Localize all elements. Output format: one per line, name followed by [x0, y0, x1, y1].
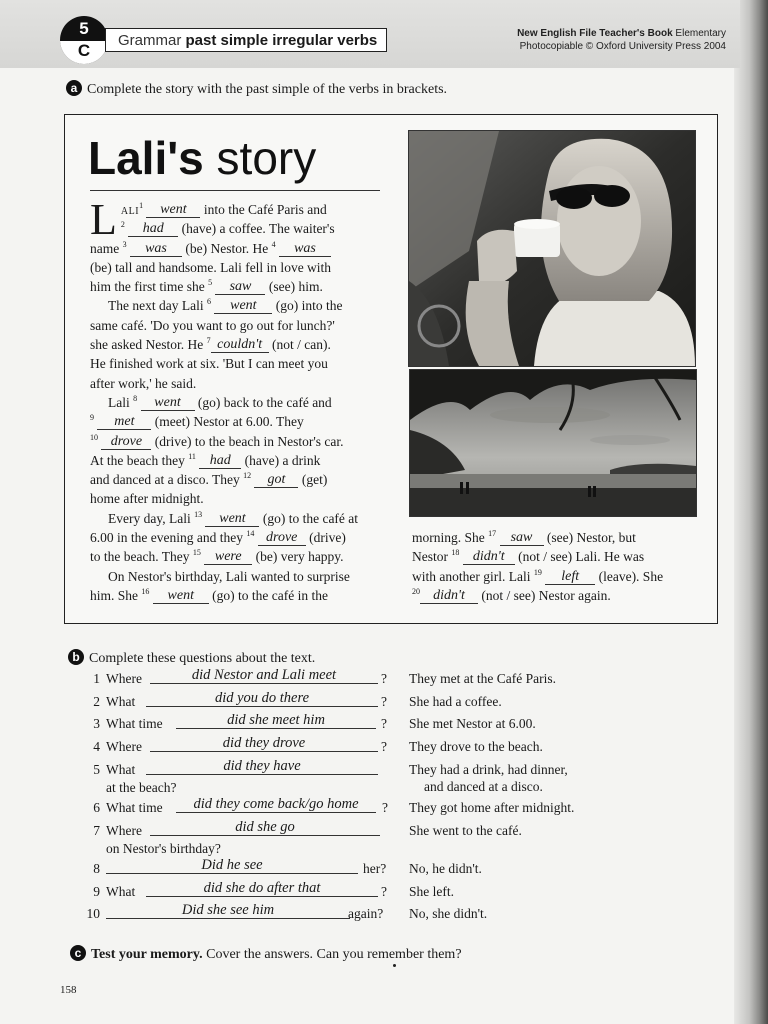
question-prefix: Where [106, 671, 142, 686]
question-reply: She left. [409, 884, 454, 899]
story-line: Nestor $^{18}$ didn't (not / see) Lali. He was [412, 548, 645, 565]
answer-1: went [146, 201, 200, 218]
question-reply: They met at the Café Paris. [409, 671, 556, 686]
story-line: On Nestor's birthday, Lali wanted to surprise [108, 568, 350, 584]
answer-3: was [130, 240, 182, 257]
question-reply: She had a coffee. [409, 694, 502, 709]
question-number: 2 [93, 694, 100, 709]
section-title: past simple irregular verbs [185, 32, 378, 49]
question-prefix: What [106, 884, 136, 899]
story-line: He finished work at six. 'But I can meet you [90, 356, 328, 372]
story-left-column [90, 195, 390, 605]
question-number: 6 [93, 800, 100, 815]
question-prefix: What [106, 694, 136, 709]
unit-letter: C [77, 41, 91, 60]
question-continuation: on Nestor's birthday? [106, 841, 221, 856]
answer-16: went [153, 587, 209, 604]
question-reply: No, he didn't. [409, 861, 482, 876]
answer-7: couldn't [211, 336, 269, 353]
story-line: and danced at a disco. They $^{12}$ got (get) [90, 471, 328, 488]
question-prefix: Where [106, 739, 142, 754]
answer-17: saw [500, 529, 544, 546]
answer-5: saw [215, 278, 265, 295]
question-number: 10 [86, 906, 100, 921]
story-line: name $^3$ was (be) Nestor. He $^4$ was [90, 239, 390, 258]
question-reply: They drove to the beach. [409, 739, 543, 754]
photo-woman-drinking-coffee [408, 130, 696, 367]
book-title: New English File Teacher's Book [517, 28, 673, 39]
question-reply: No, she didn't. [409, 906, 488, 921]
answer-6: went [214, 297, 272, 314]
story-line: $^2$ had (have) a coffee. The waiter's [120, 220, 335, 237]
section-b-marker: b [68, 649, 84, 665]
answer-9: met [97, 413, 151, 430]
question-number: 3 [93, 716, 100, 731]
story-line: 6.00 in the evening and they $^{14}$ drove (drive) [90, 529, 346, 546]
answer-14: drove [258, 529, 306, 546]
drop-cap: L [90, 195, 117, 244]
question-number: 5 [93, 762, 100, 777]
question-reply: She met Nestor at 6.00. [409, 716, 536, 731]
question-end: again? [348, 906, 384, 921]
question-answer: did you do there [146, 691, 378, 707]
unit-badge [60, 16, 108, 64]
story-line: L ALI$^1$ went into the Café Paris and [90, 195, 327, 244]
answer-13: went [205, 510, 259, 527]
answer-20: didn't [420, 587, 478, 604]
page-number: 158 [60, 984, 77, 996]
question-answer: did they have [146, 759, 378, 775]
story-line: after work,' he said. [90, 375, 197, 391]
answer-10: drove [101, 433, 151, 450]
story-line: home after midnight. [90, 491, 204, 507]
question-number: 7 [93, 823, 100, 838]
question-answer: did she go [150, 820, 380, 836]
answer-11: had [199, 452, 241, 469]
story-line: morning. She $^{17}$ saw (see) Nestor, but [412, 529, 636, 545]
story-line: him. She $^{16}$ went (go) to the café in the [90, 586, 328, 603]
story-line: $^{10}$ drove (drive) to the beach in Nestor's car. [90, 432, 344, 449]
story-line: Lali $^8$ went (go) back to the café and [108, 393, 332, 410]
story-right-column [412, 528, 712, 605]
story-line: (be) tall and handsome. Lali fell in love with [90, 259, 332, 275]
question-end: ? [381, 884, 387, 899]
story-line: with another girl. Lali $^{19}$ left (leave). She [412, 567, 664, 584]
answer-12: got [254, 471, 298, 488]
story-line: At the beach they $^{11}$ had (have) a drink [90, 451, 321, 468]
question-continuation: at the beach? [106, 780, 177, 795]
story-line: to the beach. They $^{15}$ were (be) very happy. [90, 548, 344, 565]
answer-4: was [279, 240, 331, 257]
answer-18: didn't [463, 548, 515, 565]
story-line: same café. 'Do you want to go out for lunch?' [90, 317, 335, 333]
section-c-instruction: c Test your memory. Cover the answers. Can you remember them? [70, 945, 462, 963]
question-reply: She went to the café. [409, 823, 522, 838]
question-answer: did Nestor and Lali meet [150, 668, 378, 684]
question-answer: did they come back/go home [176, 797, 376, 813]
section-label: Grammar [118, 32, 182, 49]
answer-19: left [545, 568, 595, 585]
book-level: Elementary [675, 28, 726, 39]
question-answer: did they drove [150, 736, 378, 752]
story-line: $^9$ met (meet) Nestor at 6.00. They [90, 413, 304, 430]
page-edge-shadow [734, 0, 768, 1024]
question-end: ? [381, 694, 387, 709]
answer-8: went [141, 394, 195, 411]
question-number: 4 [93, 739, 100, 754]
section-a-instruction: a Complete the story with the past simple of the verbs in brackets. [66, 80, 447, 98]
section-c-marker: c [70, 945, 86, 961]
question-prefix: What time [106, 800, 163, 815]
question-number: 9 [93, 884, 100, 899]
copyright-text: Photocopiable © Oxford University Press 2004 [519, 41, 726, 52]
question-end: ? [381, 739, 387, 754]
section-a-marker: a [66, 80, 82, 96]
question-prefix: What [106, 762, 136, 777]
stray-dot [393, 964, 396, 967]
question-answer: did she meet him [176, 713, 376, 729]
section-title-box [105, 28, 387, 52]
section-b-instruction: b Complete these questions about the text. [68, 649, 315, 667]
story-line: Every day, Lali $^{13}$ went (go) to the café at [108, 509, 359, 526]
question-reply-continuation: and danced at a disco. [424, 779, 543, 794]
question-end: ? [381, 716, 387, 731]
story-line: The next day Lali $^6$ went (go) into the [108, 297, 343, 314]
question-number: 8 [93, 861, 100, 876]
photo-beach-sunset [409, 369, 697, 517]
question-end: ? [381, 671, 387, 686]
story-title: Lali's story [88, 132, 317, 184]
answer-2: had [128, 220, 178, 237]
story-line: she asked Nestor. He $^7$ couldn't (not / can). [90, 336, 331, 353]
story-line: $^{20}$ didn't (not / see) Nestor again. [412, 586, 611, 603]
unit-number: 5 [79, 19, 89, 38]
answer-15: were [204, 548, 252, 565]
question-reply: They got home after midnight. [409, 800, 575, 815]
question-prefix: Where [106, 823, 142, 838]
book-info [517, 27, 726, 53]
question-answer: did she do after that [146, 881, 378, 897]
question-answer: Did he see [106, 858, 358, 874]
question-number: 1 [93, 671, 100, 686]
question-prefix: What time [106, 716, 163, 731]
question-end: ? [382, 800, 388, 815]
story-line: him the first time she $^5$ saw (see) him. [90, 278, 323, 295]
question-end: her? [363, 861, 387, 876]
question-reply: They had a drink, had dinner, [409, 762, 568, 777]
title-rule [90, 190, 380, 191]
question-answer: Did she see him [106, 903, 350, 919]
